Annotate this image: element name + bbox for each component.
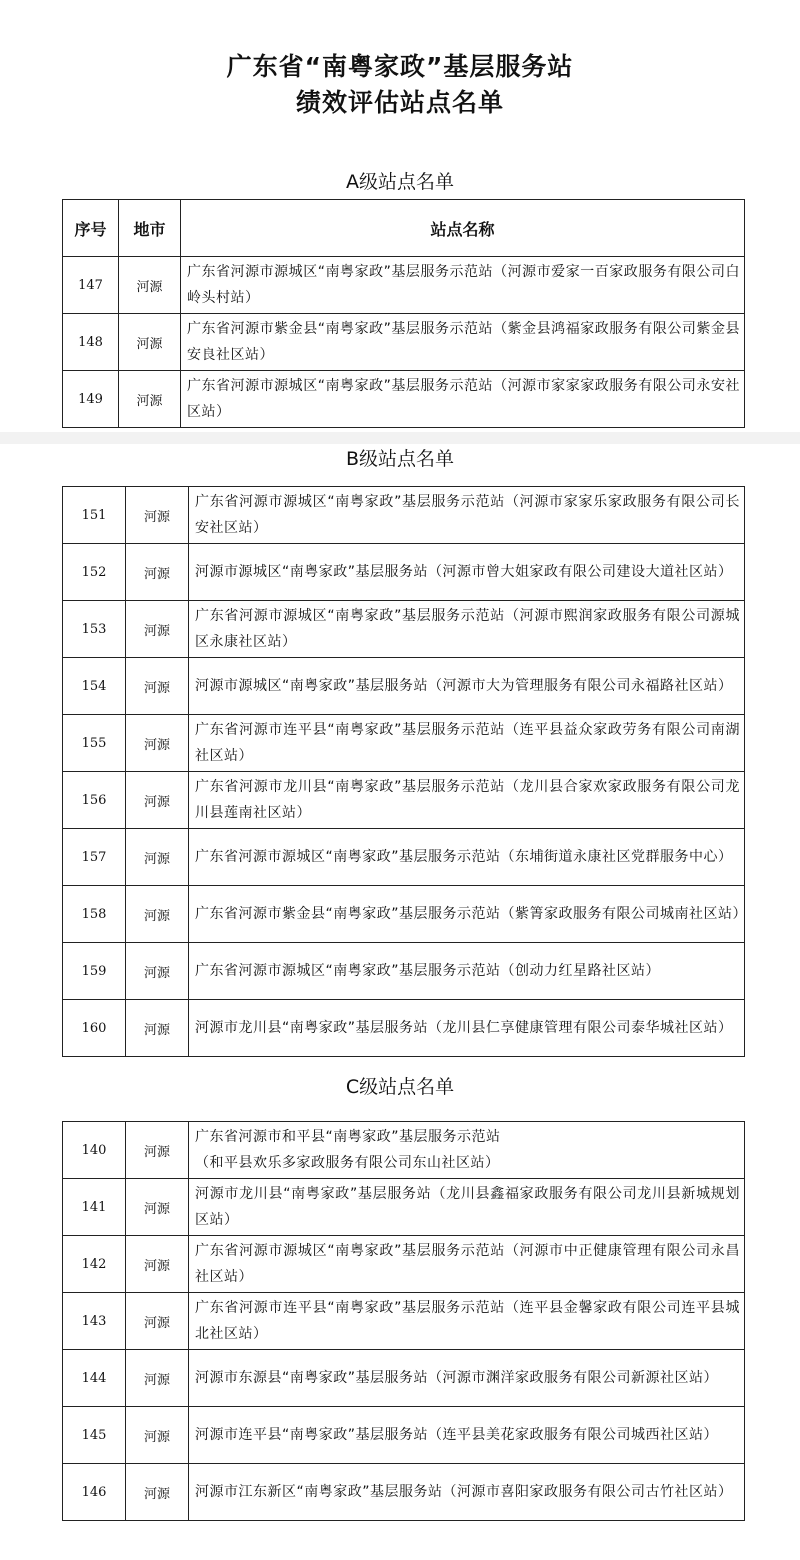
row-city: 河源	[126, 1179, 189, 1236]
row-index: 146	[63, 1464, 126, 1521]
table-row	[63, 544, 745, 601]
section-c-table	[62, 1121, 745, 1521]
row-city: 河源	[126, 1236, 189, 1293]
table-row	[63, 1122, 745, 1179]
table-row	[63, 371, 745, 428]
row-index: 153	[63, 601, 126, 658]
row-station-name: 河源市源城区“南粤家政”基层服务站（河源市曾大姐家政有限公司建设大道社区站）	[189, 544, 745, 601]
row-city: 河源	[119, 371, 181, 428]
row-index: 140	[63, 1122, 126, 1179]
row-station-name: 广东省河源市连平县“南粤家政”基层服务示范站（连平县益众家政劳务有限公司南湖社区站）	[189, 715, 745, 772]
row-station-name: 广东省河源市龙川县“南粤家政”基层服务示范站（龙川县合家欢家政服务有限公司龙川县莲南社区站）	[189, 772, 745, 829]
header-index: 序号	[63, 200, 119, 257]
row-city: 河源	[126, 487, 189, 544]
table-header-row	[63, 200, 745, 257]
row-index: 147	[63, 257, 119, 314]
row-station-name	[189, 1122, 745, 1179]
section-b-heading: B级站点名单	[345, 448, 455, 470]
row-station-name: 广东省河源市源城区“南粤家政”基层服务示范站（河源市爱家一百家政服务有限公司白岭头村站）	[181, 257, 745, 314]
row-city: 河源	[126, 829, 189, 886]
row-city: 河源	[126, 1350, 189, 1407]
page-separator	[0, 432, 800, 444]
row-index: 144	[63, 1350, 126, 1407]
row-index: 157	[63, 829, 126, 886]
row-city: 河源	[126, 1293, 189, 1350]
table-row	[63, 1236, 745, 1293]
row-index: 142	[63, 1236, 126, 1293]
row-city: 河源	[126, 715, 189, 772]
row-station-name: 广东省河源市连平县“南粤家政”基层服务示范站（连平县金馨家政有限公司连平县城北社区站）	[189, 1293, 745, 1350]
row-station-name: 广东省河源市紫金县“南粤家政”基层服务示范站（紫箐家政服务有限公司城南社区站）	[189, 886, 745, 943]
row-station-name: 河源市连平县“南粤家政”基层服务站（连平县美花家政服务有限公司城西社区站）	[189, 1407, 745, 1464]
row-station-name: 广东省河源市源城区“南粤家政”基层服务示范站（河源市家家乐家政服务有限公司长安社区站）	[189, 487, 745, 544]
row-index: 159	[63, 943, 126, 1000]
row-city: 河源	[119, 314, 181, 371]
row-station-name: 广东省河源市紫金县“南粤家政”基层服务示范站（紫金县鸿福家政服务有限公司紫金县安良社区站）	[181, 314, 745, 371]
section-a-heading: A级站点名单	[346, 171, 454, 193]
row-city: 河源	[126, 943, 189, 1000]
row-city: 河源	[119, 257, 181, 314]
row-index: 149	[63, 371, 119, 428]
row-station-name: 广东省河源市源城区“南粤家政”基层服务示范站（河源市中正健康管理有限公司永昌社区站）	[189, 1236, 745, 1293]
table-row	[63, 1293, 745, 1350]
row-index: 158	[63, 886, 126, 943]
row-index: 151	[63, 487, 126, 544]
section-c-heading: C级站点名单	[345, 1076, 455, 1098]
table-row	[63, 1407, 745, 1464]
table-row	[63, 257, 745, 314]
row-station-name: 河源市江东新区“南粤家政”基层服务站（河源市喜阳家政服务有限公司古竹社区站）	[189, 1464, 745, 1521]
row-city: 河源	[126, 1407, 189, 1464]
station-name-line1: 广东省河源市和平县“南粤家政”基层服务示范站	[195, 1129, 501, 1145]
row-station-name: 河源市东源县“南粤家政”基层服务站（河源市渊洋家政服务有限公司新源社区站）	[189, 1350, 745, 1407]
table-row	[63, 1350, 745, 1407]
row-city: 河源	[126, 658, 189, 715]
row-city: 河源	[126, 1122, 189, 1179]
table-row	[63, 487, 745, 544]
row-index: 160	[63, 1000, 126, 1057]
table-row	[63, 1000, 745, 1057]
row-index: 154	[63, 658, 126, 715]
document-title-line2: 绩效评估站点名单	[295, 88, 504, 117]
section-a-table	[62, 199, 745, 428]
row-index: 148	[63, 314, 119, 371]
row-index: 156	[63, 772, 126, 829]
row-city: 河源	[126, 544, 189, 601]
row-station-name: 广东省河源市源城区“南粤家政”基层服务示范站（河源市熙润家政服务有限公司源城区永康社区站）	[189, 601, 745, 658]
row-index: 143	[63, 1293, 126, 1350]
table-row	[63, 1464, 745, 1521]
table-row	[63, 886, 745, 943]
header-city: 地市	[119, 200, 181, 257]
row-station-name: 河源市源城区“南粤家政”基层服务站（河源市大为管理服务有限公司永福路社区站）	[189, 658, 745, 715]
row-station-name: 广东省河源市源城区“南粤家政”基层服务示范站（东埔街道永康社区党群服务中心）	[189, 829, 745, 886]
row-city: 河源	[126, 1464, 189, 1521]
table-row	[63, 829, 745, 886]
row-station-name: 河源市龙川县“南粤家政”基层服务站（龙川县鑫福家政服务有限公司龙川县新城规划区站）	[189, 1179, 745, 1236]
table-row	[63, 772, 745, 829]
row-index: 141	[63, 1179, 126, 1236]
table-row	[63, 943, 745, 1000]
row-city: 河源	[126, 601, 189, 658]
header-station-name: 站点名称	[181, 200, 745, 257]
table-row	[63, 658, 745, 715]
table-row	[63, 601, 745, 658]
row-index: 145	[63, 1407, 126, 1464]
section-b-table	[62, 486, 748, 1057]
document-title-line1: 广东省“南粤家政”基层服务站	[226, 52, 574, 81]
row-city: 河源	[126, 886, 189, 943]
row-station-name: 广东省河源市源城区“南粤家政”基层服务示范站（创动力红星路社区站）	[189, 943, 745, 1000]
table-row	[63, 1179, 745, 1236]
row-index: 152	[63, 544, 126, 601]
station-name-line2: （和平县欢乐多家政服务有限公司东山社区站）	[195, 1155, 500, 1171]
table-row	[63, 314, 745, 371]
table-row	[63, 715, 745, 772]
row-city: 河源	[126, 772, 189, 829]
row-station-name: 广东省河源市源城区“南粤家政”基层服务示范站（河源市家家家政服务有限公司永安社区站）	[181, 371, 745, 428]
row-index: 155	[63, 715, 126, 772]
row-city: 河源	[126, 1000, 189, 1057]
row-station-name: 河源市龙川县“南粤家政”基层服务站（龙川县仁享健康管理有限公司泰华城社区站）	[189, 1000, 745, 1057]
